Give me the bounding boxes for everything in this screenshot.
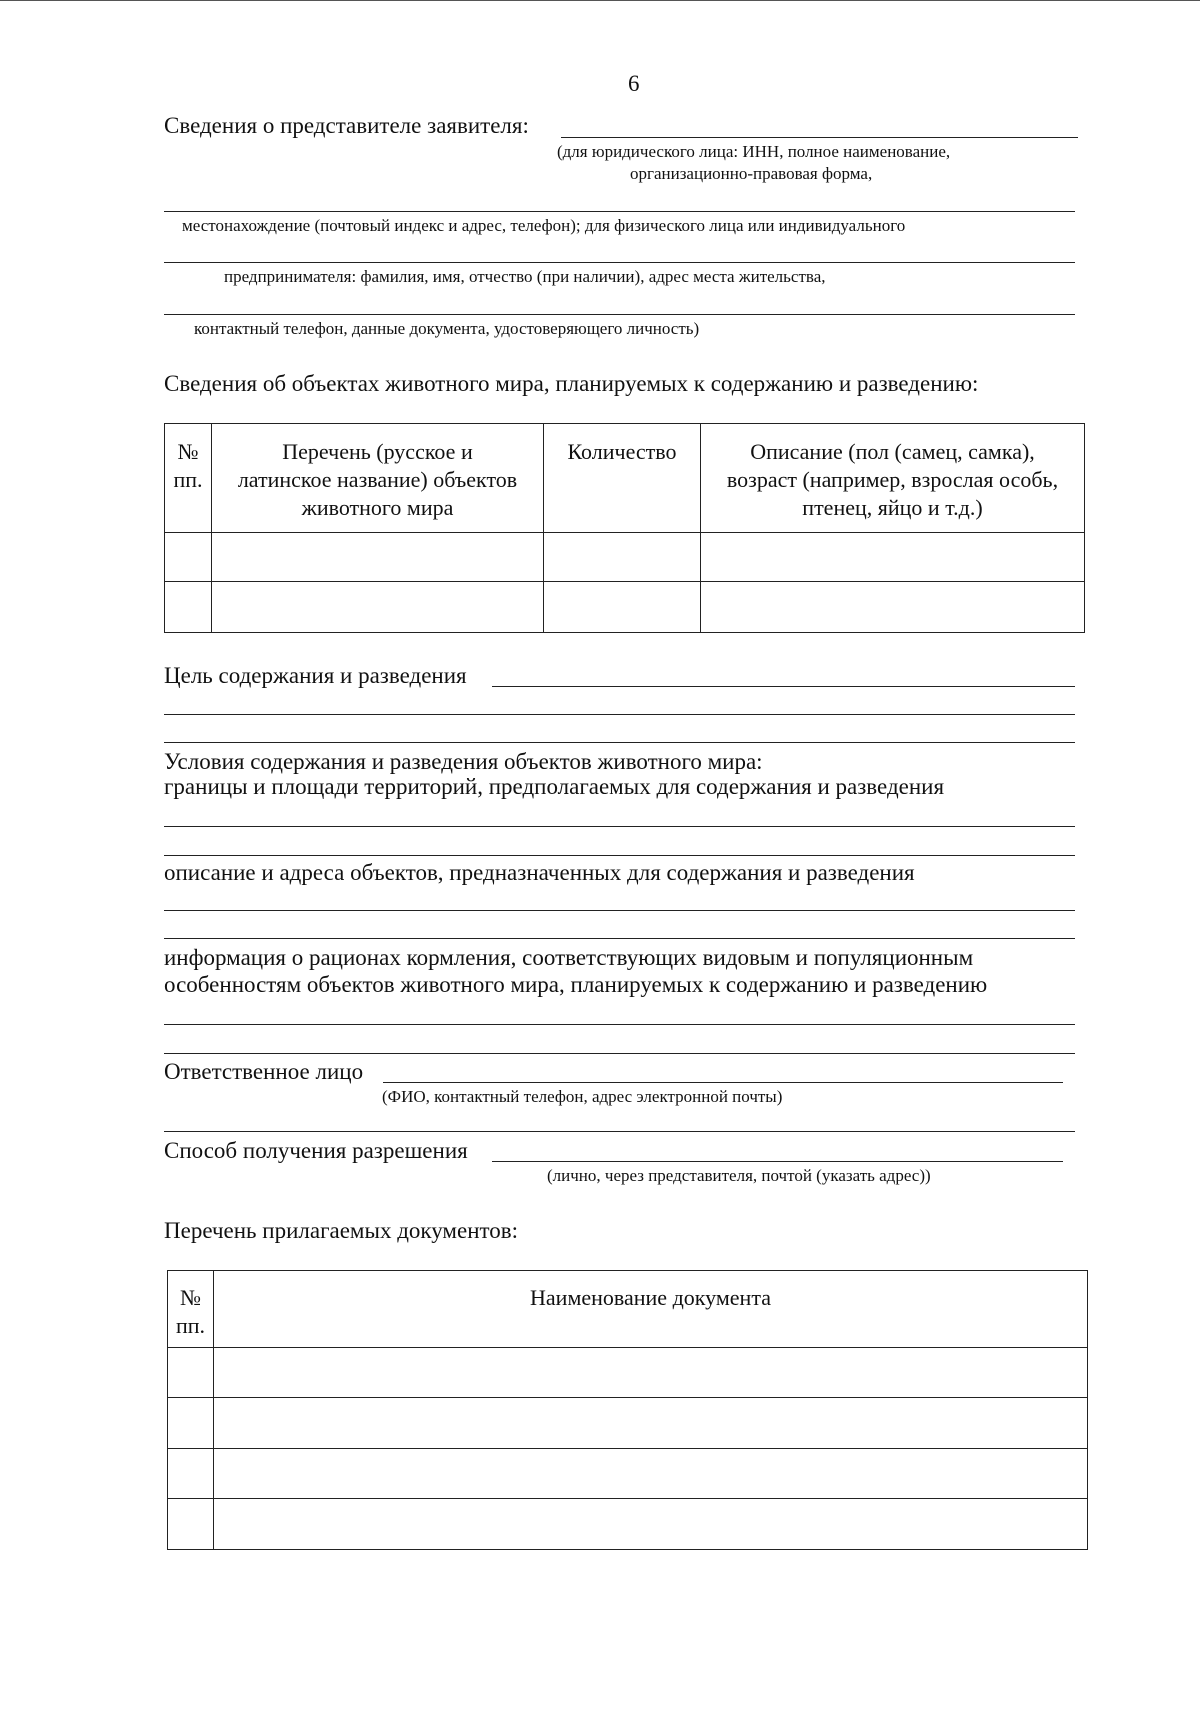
table-cell[interactable]	[165, 533, 212, 582]
table-row	[168, 1499, 1088, 1550]
feeding-line-2[interactable]	[164, 1053, 1075, 1054]
animals-header-list-line-1: Перечень (русское и	[282, 439, 473, 464]
representative-label: Сведения о представителе заявителя:	[164, 113, 529, 138]
table-row	[168, 1398, 1088, 1449]
table-cell[interactable]	[214, 1449, 1088, 1499]
table-cell[interactable]	[165, 582, 212, 633]
table-cell[interactable]	[168, 1398, 214, 1449]
conditions-objects: описание и адреса объектов, предназначенных для содержания и разведения	[164, 860, 915, 885]
table-cell[interactable]	[544, 582, 701, 633]
table-row	[165, 582, 1085, 633]
representative-hint-2: организационно-правовая форма,	[630, 164, 873, 183]
table-cell[interactable]	[168, 1348, 214, 1398]
documents-table-header-row	[168, 1271, 1088, 1348]
animals-header-number-line-2: пп.	[173, 467, 203, 492]
purpose-label: Цель содержания и разведения	[164, 663, 467, 688]
table-cell[interactable]	[214, 1499, 1088, 1550]
representative-line-1[interactable]	[561, 137, 1078, 138]
animals-table	[164, 423, 1085, 633]
representative-hint-1: (для юридического лица: ИНН, полное наименование,	[557, 142, 951, 161]
representative-line-3[interactable]	[164, 262, 1075, 263]
animals-header-list-line-2: латинское название) объектов	[237, 467, 518, 492]
table-row	[168, 1348, 1088, 1398]
table-cell[interactable]	[701, 533, 1085, 582]
documents-table	[167, 1270, 1088, 1550]
animals-header-number	[165, 424, 212, 533]
animals-section-title: Сведения об объектах животного мира, планируемых к содержанию и разведению:	[164, 371, 979, 396]
documents-header-number	[168, 1271, 214, 1348]
animals-header-description	[701, 424, 1085, 533]
conditions-feeding-2: особенностям объектов животного мира, планируемых к содержанию и разведению	[164, 972, 988, 997]
table-cell[interactable]	[214, 1398, 1088, 1449]
documents-section-title: Перечень прилагаемых документов:	[164, 1218, 519, 1243]
objects-line-1[interactable]	[164, 910, 1075, 911]
table-cell[interactable]	[544, 533, 701, 582]
animals-header-description-line-2: возраст (например, взрослая особь,	[726, 467, 1059, 492]
method-hint: (лично, через представителя, почтой (указать адрес))	[547, 1166, 931, 1185]
method-line[interactable]	[492, 1161, 1063, 1162]
objects-line-2[interactable]	[164, 938, 1075, 939]
purpose-line-3[interactable]	[164, 742, 1075, 743]
representative-hint-3: местонахождение (почтовый индекс и адрес, телефон); для физического лица или индивидуального	[182, 216, 906, 235]
conditions-title: Условия содержания и разведения объектов животного мира:	[164, 749, 763, 774]
animals-header-description-line-1: Описание (пол (самец, самка),	[750, 439, 1035, 464]
conditions-feeding-1: информация о рационах кормления, соответствующих видовым и популяционным	[164, 945, 974, 970]
table-row	[165, 533, 1085, 582]
borders-line-2[interactable]	[164, 855, 1075, 856]
table-cell[interactable]	[212, 582, 544, 633]
documents-header-name-label: Наименование документа	[530, 1285, 771, 1310]
animals-header-quantity-label: Количество	[567, 439, 677, 464]
representative-hint-4: предпринимателя: фамилия, имя, отчество (при наличии), адрес места жительства,	[224, 267, 826, 286]
table-cell[interactable]	[214, 1348, 1088, 1398]
table-row	[168, 1449, 1088, 1499]
table-cell[interactable]	[168, 1449, 214, 1499]
feeding-line-1[interactable]	[164, 1024, 1075, 1025]
responsible-hint: (ФИО, контактный телефон, адрес электронной почты)	[382, 1087, 783, 1106]
table-cell[interactable]	[168, 1499, 214, 1550]
animals-header-quantity	[544, 424, 701, 533]
borders-line-1[interactable]	[164, 826, 1075, 827]
responsible-line[interactable]	[383, 1082, 1063, 1083]
representative-hint-5: контактный телефон, данные документа, удостоверяющего личность)	[194, 319, 700, 338]
page-number: 6	[628, 71, 640, 96]
animals-header-list	[212, 424, 544, 533]
documents-header-number-line-2: пп.	[175, 1313, 206, 1338]
animals-header-number-line-1: №	[177, 439, 199, 464]
representative-line-4[interactable]	[164, 314, 1075, 315]
scan-top-edge	[0, 0, 1200, 1]
responsible-label: Ответственное лицо	[164, 1059, 364, 1084]
representative-line-2[interactable]	[164, 211, 1075, 212]
responsible-line-2[interactable]	[164, 1131, 1075, 1132]
table-cell[interactable]	[701, 582, 1085, 633]
purpose-line-1[interactable]	[492, 686, 1075, 687]
animals-header-list-line-3: животного мира	[301, 495, 454, 520]
table-cell[interactable]	[212, 533, 544, 582]
documents-header-name	[214, 1271, 1088, 1348]
method-label: Способ получения разрешения	[164, 1138, 468, 1163]
animals-table-header-row	[165, 424, 1085, 533]
purpose-line-2[interactable]	[164, 714, 1075, 715]
animals-header-description-line-3: птенец, яйцо и т.д.)	[802, 495, 983, 520]
documents-header-number-line-1: №	[180, 1285, 201, 1310]
conditions-borders: границы и площади территорий, предполагаемых для содержания и разведения	[164, 774, 945, 799]
